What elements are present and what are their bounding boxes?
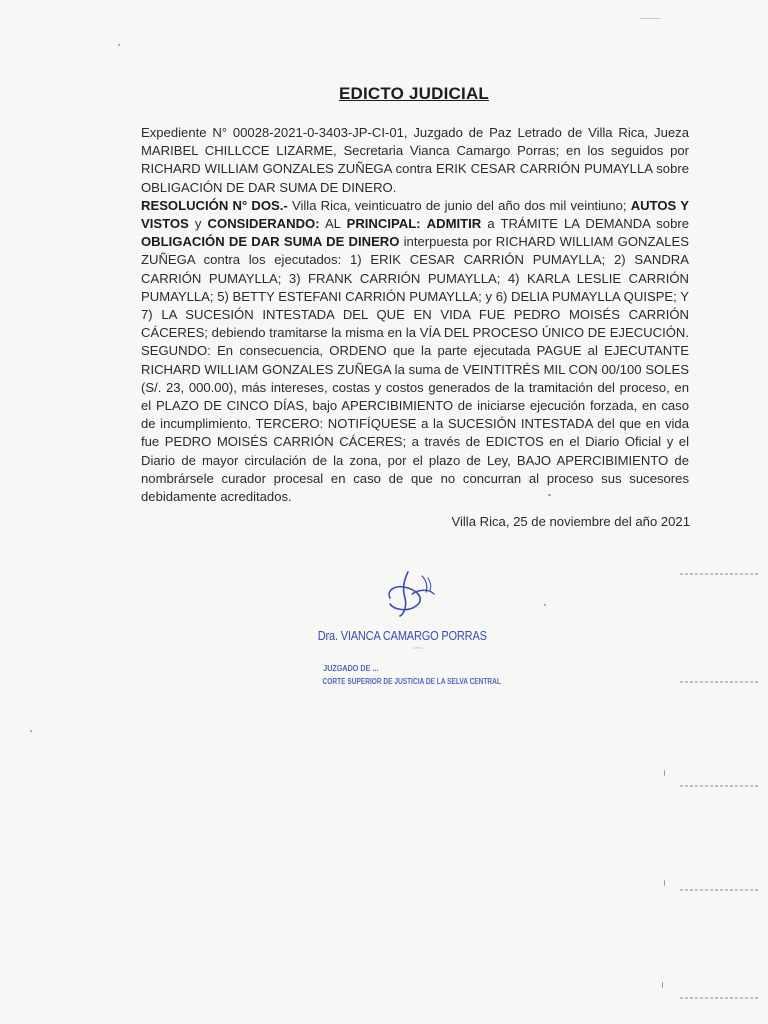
scan-speck bbox=[548, 494, 551, 496]
y-text: y bbox=[188, 216, 208, 232]
resolucion-date-text: Villa Rica, veinticuatro de junio del año dos mil veintiuno; bbox=[287, 197, 631, 213]
scan-speck bbox=[640, 18, 660, 19]
scan-edge-mark bbox=[680, 573, 760, 575]
scan-edge-mark bbox=[680, 997, 760, 999]
scan-edge-mark bbox=[680, 681, 760, 683]
scan-edge-mark bbox=[680, 785, 760, 787]
paragraph-expediente: Expediente N° 00028-2021-0-3403-JP-CI-01, Juzgado de Paz Letrado de Villa Rica, Jueza MARIBEL CHILLCCE LIZARME, Secretaria Vianca Camargo Porras; en los seguidos por RICHARD WILLIAM GONZALES ZUÑEGA contra ERIK CESAR CARRIÓN PUMAYLLA sobre OBLIGACIÓN DE DAR SUMA DE DINERO. bbox=[141, 125, 689, 195]
resolucion-body-text: interpuesta por RICHARD WILLIAM GONZALES ZUÑEGA contra los ejecutados: 1) ERIK CESAR CARRIÓN PUMAYLLA; 2) SANDRA CARRIÓN PUMAYLLA; 3) FRANK CARRIÓN PUMAYLLA; 4) KARLA LESLIE CARRIÓN PUMAYLLA; 5) BETTY ESTEFANI CARRIÓN PUMAYLLA; y 6) DELIA PUMAYLLA QUISPE; Y 7) LA SUCESIÓN INTESTADA DEL QUE EN VIDA FUE PEDRO MOISÉS CARRIÓN CÁCERES; debiendo tramitarse la misma en la VÍA DEL PROCESO ÚNICO DE EJECUCIÓN. SEGUNDO: En consecuencia, ORDENO que la parte ejecutada PAGUE al EJECUTANTE RICHARD WILLIAM GONZALES ZUÑEGA la suma de VEINTITRÉS MIL CON 00/100 SOLES (S/. 23, 000.00), más intereses, costas y costos generados de la tramitación del proceso, en el PLAZO DE CINCO DÍAS, bajo APERCIBIMIENTO de iniciarse ejecución forzada, en caso de incumplimiento. TERCERO: NOTIFÍQUESE a la SUCESIÓN INTESTADA del que en vida fue PEDRO MOISÉS CARRIÓN CÁCERES; a través de EDICTOS en el Diario Oficial y el Diario de mayor circulación de la zona, por el plazo de Ley, BAJO APERCIBIMIENTO de nombrársele curador procesal en caso de que no concurran al proceso sus sucesores debidamente acreditados. bbox=[141, 234, 689, 505]
principal-label: PRINCIPAL: bbox=[346, 216, 421, 232]
handwritten-signature bbox=[378, 568, 438, 620]
stamp-title-smudge: ~~~ bbox=[412, 646, 423, 652]
stamp-line-1: JUZGADO DE ... bbox=[323, 664, 379, 673]
scan-speck bbox=[544, 604, 546, 606]
autos-label: AUTOS Y VISTOS bbox=[141, 197, 689, 232]
obligacion-label: OBLIGACIÓN DE DAR SUMA DE DINERO bbox=[141, 234, 400, 250]
scan-speck bbox=[664, 880, 665, 886]
scan-speck bbox=[118, 44, 120, 46]
scan-speck bbox=[30, 730, 32, 732]
document-title: EDICTO JUDICIAL bbox=[338, 84, 490, 103]
scan-speck bbox=[662, 982, 663, 988]
dateline: Villa Rica, 25 de noviembre del año 2021 bbox=[451, 514, 690, 529]
official-stamp bbox=[316, 630, 516, 688]
document-body bbox=[141, 124, 689, 506]
stamp-line-2: CORTE SUPERIOR DE JUSTICIA DE LA SELVA CENTRAL bbox=[322, 677, 501, 686]
paragraph-resolucion bbox=[141, 197, 689, 506]
considerando-label: CONSIDERANDO: bbox=[207, 216, 320, 232]
resolucion-label: RESOLUCIÓN N° DOS.- bbox=[141, 197, 288, 213]
tramite-text: a TRÁMITE LA DEMANDA sobre bbox=[481, 216, 690, 232]
scan-edge-mark bbox=[680, 889, 760, 891]
stamp-name: Dra. VIANCA CAMARGO PORRAS bbox=[317, 629, 487, 643]
scan-speck bbox=[664, 770, 665, 776]
al-text: AL bbox=[319, 216, 347, 232]
admitir-label: ADMITIR bbox=[426, 216, 482, 232]
